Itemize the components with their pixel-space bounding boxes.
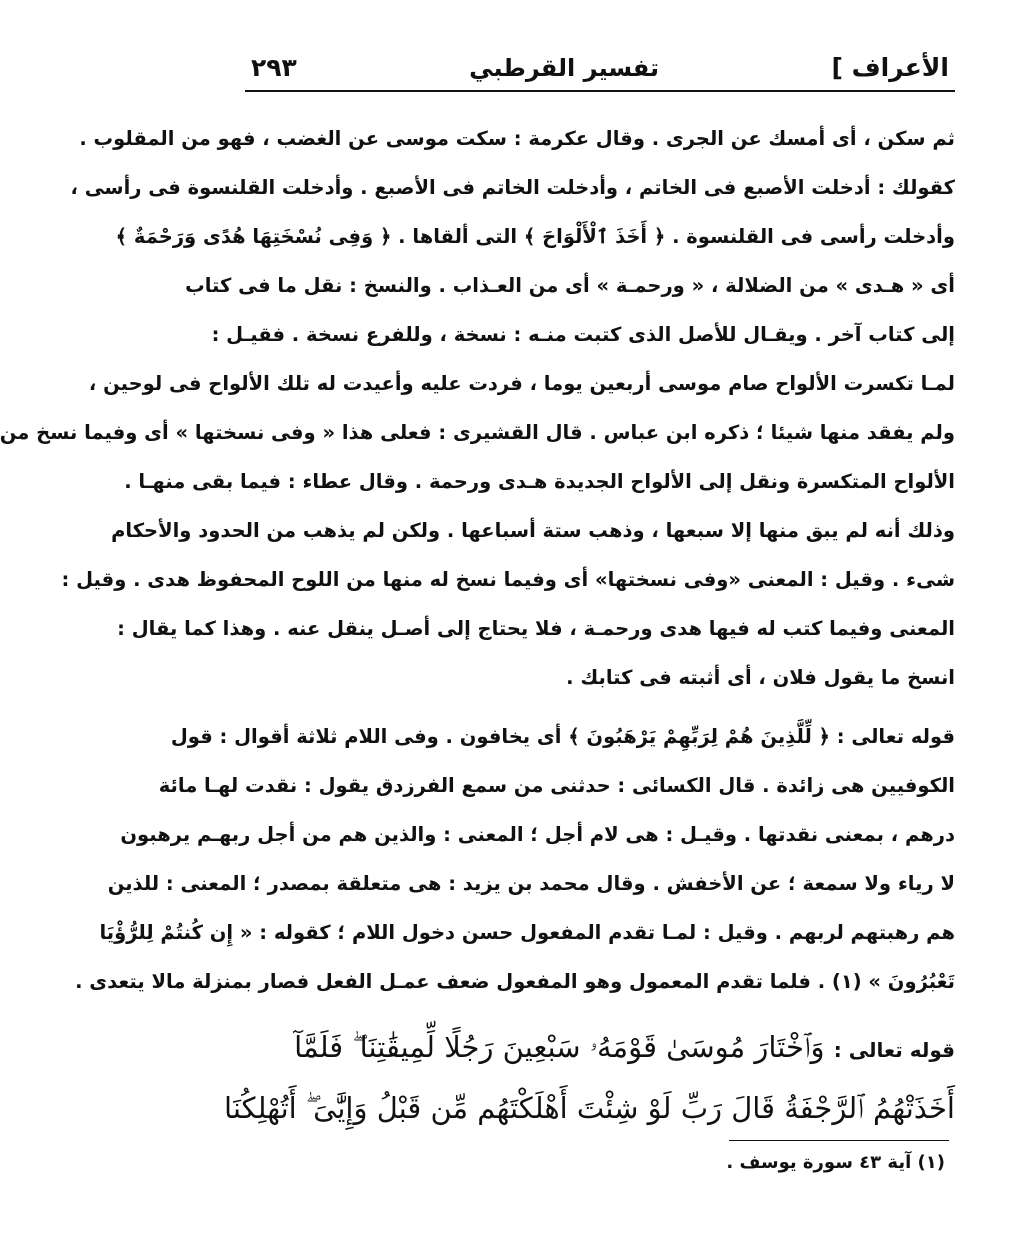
text-line: وأدخلت رأسى فى القلنسوة . ﴿ أَخَذَ ٱلْأَلْوَاحَ ﴾ التى ألقاها . ﴿ وَفِى نُسْخَتِهَا هُدًى وَرَحْمَةٌ ﴾ <box>115 225 955 248</box>
text-line: ولم يفقد منها شيئا ؛ ذكره ابن عباس . قال القشيرى : فعلى هذا « وفى نسختها » أى وفيما نسخ من <box>0 421 955 444</box>
book-title: تفسير القرطبي <box>469 54 660 82</box>
text-line: ثم سكن ، أى أمسك عن الجرى . وقال عكرمة : سكت موسى عن الغضب ، فهو من المقلوب . <box>79 127 955 150</box>
text-line: لا رياء ولا سمعة ؛ عن الأخفش . وقال محمد بن يزيد : هى متعلقة بمصدر ؛ المعنى : للذين <box>107 872 955 895</box>
text-line: تَعْبُرُونَ » (١) . فلما تقدم المعمول وهو المفعول ضعف عمـل الفعل فصار بمنزلة مالا يتعدى . <box>75 970 955 993</box>
quran-verse <box>224 1018 955 1137</box>
text-line: لمـا تكسرت الألواح صام موسى أربعين يوما ، فردت عليه وأعيدت له تلك الألواح فى لوحين ، <box>88 372 955 395</box>
text-line: هم رهبتهم لربهم . وقيل : لمـا تقدم المفعول حسن دخول اللام ؛ كقوله : « إِن كُنتُمْ لِلرُّؤْيَا <box>99 921 955 944</box>
header-rule <box>245 90 955 92</box>
text-line: انسخ ما يقول فلان ، أى أثبته فى كتابك . <box>566 666 955 689</box>
footnote: (١) آية ٤٣ سورة يوسف . <box>726 1152 945 1173</box>
verse-line-1 <box>245 1018 955 1079</box>
text-line: الكوفيين هى زائدة . قال الكسائى : حدثنى من سمع الفرزدق يقول : نقدت لهـا مائة <box>158 774 955 797</box>
text-line: وذلك أنه لم يبق منها إلا سبعها ، وذهب ستة أسباعها . ولكن لم يذهب من الحدود والأحكام <box>111 519 955 542</box>
text-line: درهم ، بمعنى نقدتها . وقيـل : هى لام أجل ؛ المعنى : والذين هم من أجل ربهـم يرهبون <box>120 823 955 846</box>
verse-lead: قوله تعالى : <box>833 1038 955 1062</box>
text-line: المعنى وفيما كتب له فيها هدى ورحمـة ، فلا يحتاج إلى أصـل ينقل عنه . وهذا كما يقال : <box>117 617 955 640</box>
text-line: شىء . وقيل : المعنى «وفى نسختها» أى وفيما نسخ له منها من اللوح المحفوظ هدى . وقيل : <box>61 568 955 591</box>
page-number: ٢٩٣ <box>251 53 297 82</box>
footnote-rule <box>729 1140 949 1141</box>
verse-text-2: أَخَذَتْهُمُ ٱلرَّجْفَةُ قَالَ رَبِّ لَوْ شِئْتَ أَهْلَكْتَهُم مِّن قَبْلُ وَإِيَّٰىَ ۖ أَتُهْلِكُنَا <box>224 1091 955 1125</box>
paragraph-2 <box>75 712 955 1006</box>
text-line: كقولك : أدخلت الأصبع فى الخاتم ، وأدخلت الخاتم فى الأصبع . وأدخلت القلنسوة فى رأسى ، <box>70 176 955 199</box>
text-line: إلى كتاب آخر . ويقـال للأصل الذى كتبت منـه : نسخة ، وللفرع نسخة . فقيـل : <box>211 323 955 346</box>
text-line: الألواح المتكسرة ونقل إلى الألواح الجديدة هـدى ورحمة . وقال عطاء : فيما بقى منهـا . <box>124 470 955 493</box>
text-line: أى « هـدى » من الضلالة ، « ورحمـة » أى من العـذاب . والنسخ : نقل ما فى كتاب <box>185 274 955 297</box>
running-header <box>245 38 955 80</box>
paragraph-1 <box>0 114 955 702</box>
verse-text-1: وَٱخْتَارَ مُوسَىٰ قَوْمَهُۥ سَبْعِينَ رَجُلًا لِّمِيقَٰتِنَا ۖ فَلَمَّآ <box>294 1030 825 1064</box>
section-title: الأعراف ] <box>831 53 949 82</box>
text-line: قوله تعالى : ﴿ لِّلَّذِينَ هُمْ لِرَبِّهِمْ يَرْهَبُونَ ﴾ أى يخافون . وفى اللام ثلاثة أقوال : قول <box>170 725 955 748</box>
